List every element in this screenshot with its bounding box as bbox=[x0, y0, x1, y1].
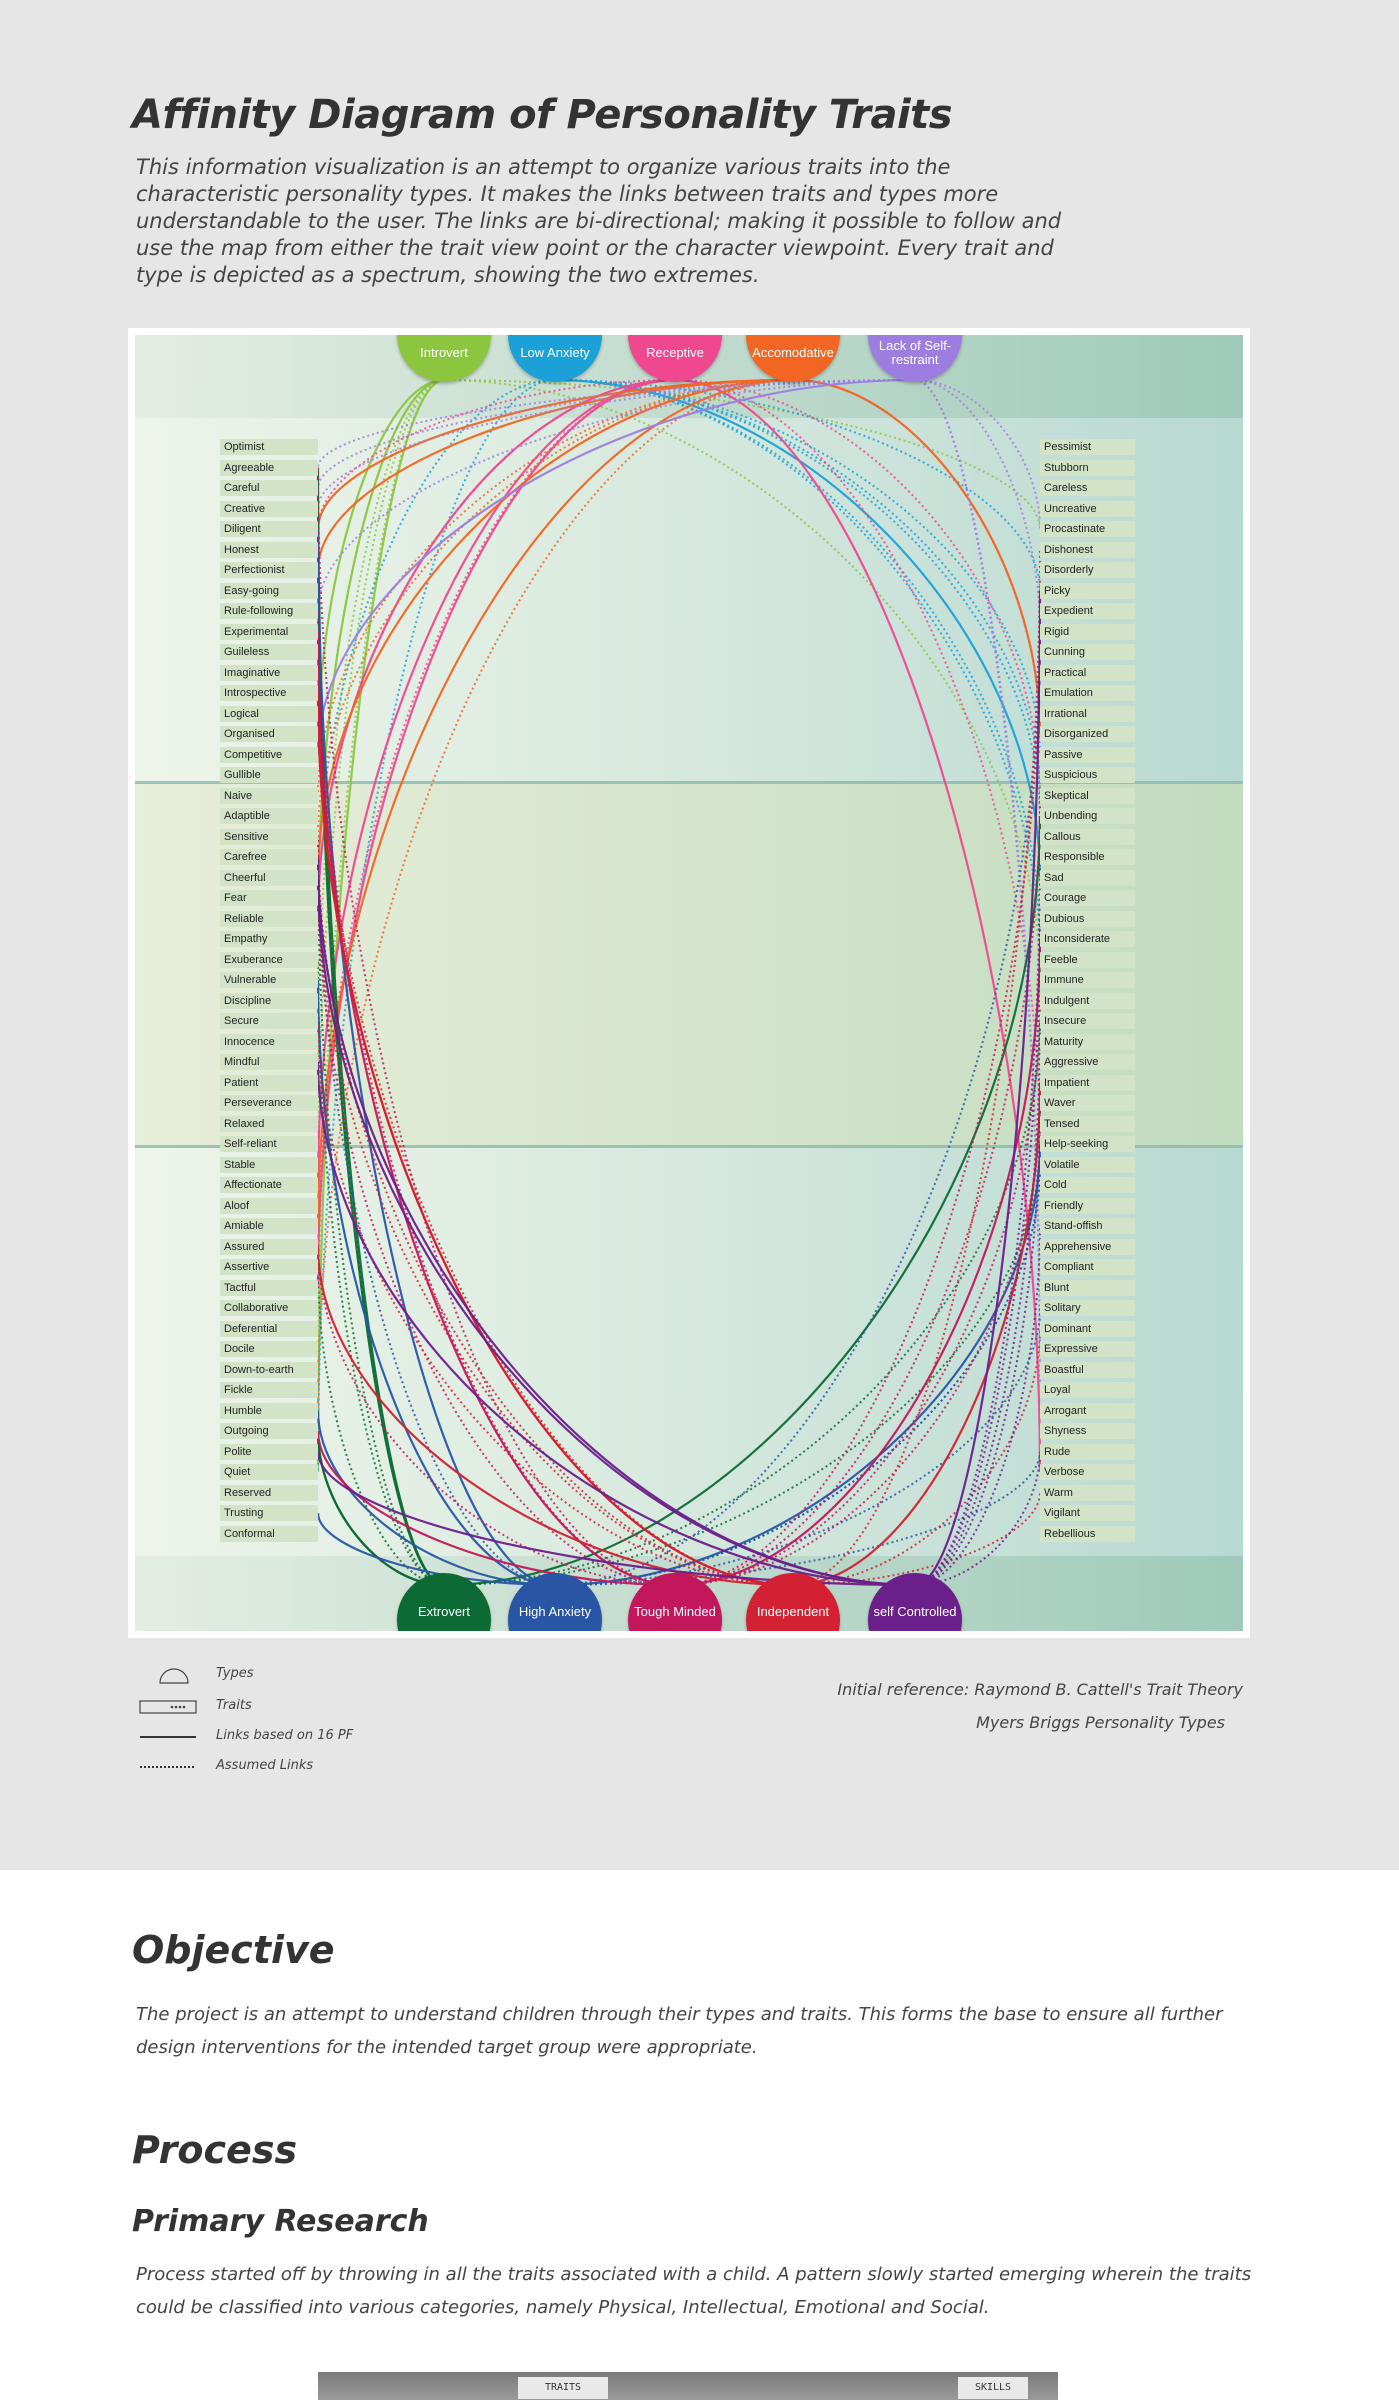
trait-shyness: Shyness bbox=[1040, 1423, 1135, 1439]
trait-vigilant: Vigilant bbox=[1040, 1505, 1135, 1521]
link-line bbox=[318, 380, 793, 570]
trait-rebellious: Rebellious bbox=[1040, 1526, 1135, 1542]
objective-text: The project is an attempt to understand children through their types and traits. This forms the base to ensure all further design interventions for the intended target group were appropriate. bbox=[136, 2004, 1223, 2058]
legend-dotted-label: Assumed Links bbox=[216, 1758, 314, 1773]
trait-passive: Passive bbox=[1040, 747, 1135, 763]
trait-deferential: Deferential bbox=[220, 1321, 318, 1337]
trait-adaptible: Adaptible bbox=[220, 808, 318, 824]
link-line bbox=[318, 529, 555, 1585]
legend-dotted bbox=[136, 1756, 436, 1776]
type-label: Extrovert bbox=[417, 1604, 470, 1619]
trait-discipline: Discipline bbox=[220, 993, 318, 1009]
link-line bbox=[915, 380, 1040, 632]
trait-uncreative: Uncreative bbox=[1040, 501, 1135, 517]
trait-insecure: Insecure bbox=[1040, 1013, 1135, 1029]
trait-blunt: Blunt bbox=[1040, 1280, 1135, 1296]
link-line bbox=[555, 1144, 1040, 1585]
trait-agreeable: Agreeable bbox=[220, 460, 318, 476]
affinity-diagram bbox=[128, 328, 1250, 1638]
trait-pessimist: Pessimist bbox=[1040, 439, 1135, 455]
link-line bbox=[555, 380, 1040, 939]
link-line bbox=[675, 380, 1040, 1472]
trait-reliable: Reliable bbox=[220, 911, 318, 927]
type-label: Introvert bbox=[420, 345, 468, 360]
legend-solid bbox=[136, 1726, 436, 1746]
link-line bbox=[318, 878, 915, 1586]
trait-assertive: Assertive bbox=[220, 1259, 318, 1275]
link-line bbox=[318, 1431, 444, 1585]
trait-innocence: Innocence bbox=[220, 1034, 318, 1050]
type-label: self Controlled bbox=[873, 1604, 957, 1619]
trait-patient: Patient bbox=[220, 1075, 318, 1091]
trait-compliant: Compliant bbox=[1040, 1259, 1135, 1275]
trait-solitary: Solitary bbox=[1040, 1300, 1135, 1316]
link-line bbox=[318, 632, 675, 1586]
process-heading: Process bbox=[132, 2128, 298, 2172]
trait-maturity: Maturity bbox=[1040, 1034, 1135, 1050]
trait-polite: Polite bbox=[220, 1444, 318, 1460]
trait-dominant: Dominant bbox=[1040, 1321, 1135, 1337]
link-line bbox=[444, 1144, 1040, 1585]
reference-myers-briggs: Myers Briggs Personality Types bbox=[976, 1713, 1225, 1732]
trait-rigid: Rigid bbox=[1040, 624, 1135, 640]
link-line bbox=[444, 816, 1040, 1585]
trait-emulation: Emulation bbox=[1040, 685, 1135, 701]
trait-stubborn: Stubborn bbox=[1040, 460, 1135, 476]
trait-feeble: Feeble bbox=[1040, 952, 1135, 968]
trait-verbose: Verbose bbox=[1040, 1464, 1135, 1480]
legend-solid-label: Links based on 16 PF bbox=[216, 1728, 354, 1743]
type-label: Lack of Self-restraint bbox=[878, 338, 952, 367]
trait-amiable: Amiable bbox=[220, 1218, 318, 1234]
trait-careless: Careless bbox=[1040, 480, 1135, 496]
legend-types bbox=[136, 1664, 436, 1684]
trait-rude: Rude bbox=[1040, 1444, 1135, 1460]
research-photo bbox=[318, 2372, 1058, 2400]
photo-card-skills: SKILLS bbox=[958, 2377, 1028, 2399]
trait-callous: Callous bbox=[1040, 829, 1135, 845]
trait-diligent: Diligent bbox=[220, 521, 318, 537]
trait-careful: Careful bbox=[220, 480, 318, 496]
trait-help-seeking: Help-seeking bbox=[1040, 1136, 1135, 1152]
link-line bbox=[555, 380, 1040, 591]
trait-down-to-earth: Down-to-earth bbox=[220, 1362, 318, 1378]
trait-easy-going: Easy-going bbox=[220, 583, 318, 599]
trait-optimist: Optimist bbox=[220, 439, 318, 455]
link-line bbox=[318, 878, 675, 1586]
trait-perseverance: Perseverance bbox=[220, 1095, 318, 1111]
link-line bbox=[675, 796, 1040, 1586]
link-line bbox=[675, 380, 1040, 1144]
trait-friendly: Friendly bbox=[1040, 1198, 1135, 1214]
trait-self-reliant: Self-reliant bbox=[220, 1136, 318, 1152]
trait-unbending: Unbending bbox=[1040, 808, 1135, 824]
trait-warm: Warm bbox=[1040, 1485, 1135, 1501]
trait-docile: Docile bbox=[220, 1341, 318, 1357]
trait-rule-following: Rule-following bbox=[220, 603, 318, 619]
trait-outgoing: Outgoing bbox=[220, 1423, 318, 1439]
trait-aloof: Aloof bbox=[220, 1198, 318, 1214]
trait-fear: Fear bbox=[220, 890, 318, 906]
trait-courage: Courage bbox=[1040, 890, 1135, 906]
legend-traits-label: Traits bbox=[216, 1698, 252, 1713]
trait-assured: Assured bbox=[220, 1239, 318, 1255]
trait-cheerful: Cheerful bbox=[220, 870, 318, 886]
diagram-canvas bbox=[135, 335, 1243, 1631]
trait-dishonest: Dishonest bbox=[1040, 542, 1135, 558]
trait-honest: Honest bbox=[220, 542, 318, 558]
trait-trusting: Trusting bbox=[220, 1505, 318, 1521]
trait-stable: Stable bbox=[220, 1157, 318, 1173]
process-text: Process started off by throwing in all the traits associated with a child. A pattern slowly started emerging wherein the traits could be classified into various categories, namely Physical, Intellectual, Emotional and Social. bbox=[136, 2264, 1252, 2318]
trait-guileless: Guileless bbox=[220, 644, 318, 660]
link-line bbox=[318, 380, 793, 878]
trait-indulgent: Indulgent bbox=[1040, 993, 1135, 1009]
trait-introspective: Introspective bbox=[220, 685, 318, 701]
photo-card-traits: TRAITS bbox=[518, 2377, 608, 2399]
trait-disorganized: Disorganized bbox=[1040, 726, 1135, 742]
half-circle-icon bbox=[138, 1666, 198, 1684]
references bbox=[837, 1673, 1243, 1739]
link-line bbox=[318, 380, 793, 1411]
trait-perfectionist: Perfectionist bbox=[220, 562, 318, 578]
reference-cattell: Initial reference: Raymond B. Cattell's Trait Theory bbox=[837, 1680, 1243, 1699]
trait-tensed: Tensed bbox=[1040, 1116, 1135, 1132]
type-label: Receptive bbox=[646, 345, 704, 360]
legend bbox=[136, 1664, 436, 1784]
trait-collaborative: Collaborative bbox=[220, 1300, 318, 1316]
trait-arrogant: Arrogant bbox=[1040, 1403, 1135, 1419]
trait-gullible: Gullible bbox=[220, 767, 318, 783]
trait-vulnerable: Vulnerable bbox=[220, 972, 318, 988]
trait-secure: Secure bbox=[220, 1013, 318, 1029]
trait-expressive: Expressive bbox=[1040, 1341, 1135, 1357]
trait-sad: Sad bbox=[1040, 870, 1135, 886]
link-line bbox=[318, 1247, 793, 1586]
trait-exuberance: Exuberance bbox=[220, 952, 318, 968]
trait-mindful: Mindful bbox=[220, 1054, 318, 1070]
trait-empathy: Empathy bbox=[220, 931, 318, 947]
trait-disorderly: Disorderly bbox=[1040, 562, 1135, 578]
trait-apprehensive: Apprehensive bbox=[1040, 1239, 1135, 1255]
trait-dubious: Dubious bbox=[1040, 911, 1135, 927]
trait-cold: Cold bbox=[1040, 1177, 1135, 1193]
link-line bbox=[793, 380, 1040, 734]
link-line bbox=[318, 529, 444, 1585]
intro-text: This information visualization is an attempt to organize various traits into the characteristic personality types. It makes the links between traits and types more understandable to the user. The links are bi-directional; making it possible to follow and use the map from either the trait view point or the character viewpoint. Every trait and type is depicted as a spectrum, showing the two extremes. bbox=[136, 155, 1062, 287]
trait-fickle: Fickle bbox=[220, 1382, 318, 1398]
trait-humble: Humble bbox=[220, 1403, 318, 1419]
trait-creative: Creative bbox=[220, 501, 318, 517]
link-line bbox=[318, 380, 675, 1267]
trait-experimental: Experimental bbox=[220, 624, 318, 640]
trait-waver: Waver bbox=[1040, 1095, 1135, 1111]
link-line bbox=[318, 380, 793, 837]
trait-inconsiderate: Inconsiderate bbox=[1040, 931, 1135, 947]
trait-box-icon bbox=[138, 1698, 198, 1716]
trait-responsible: Responsible bbox=[1040, 849, 1135, 865]
trait-organised: Organised bbox=[220, 726, 318, 742]
trait-sensitive: Sensitive bbox=[220, 829, 318, 845]
trait-skeptical: Skeptical bbox=[1040, 788, 1135, 804]
link-line bbox=[318, 1411, 555, 1586]
trait-carefree: Carefree bbox=[220, 849, 318, 865]
trait-imaginative: Imaginative bbox=[220, 665, 318, 681]
trait-quiet: Quiet bbox=[220, 1464, 318, 1480]
trait-irrational: Irrational bbox=[1040, 706, 1135, 722]
trait-loyal: Loyal bbox=[1040, 1382, 1135, 1398]
link-line bbox=[675, 1001, 1040, 1586]
trait-boastful: Boastful bbox=[1040, 1362, 1135, 1378]
link-line bbox=[318, 468, 675, 1586]
page-title: Affinity Diagram of Personality Traits bbox=[132, 92, 953, 138]
trait-logical: Logical bbox=[220, 706, 318, 722]
type-label: High Anxiety bbox=[518, 1604, 592, 1619]
link-line bbox=[555, 380, 1040, 878]
trait-reserved: Reserved bbox=[220, 1485, 318, 1501]
type-label: Low Anxiety bbox=[520, 345, 590, 360]
type-label: Tough Minded bbox=[634, 1604, 716, 1619]
type-label: Independent bbox=[756, 1604, 830, 1619]
trait-cunning: Cunning bbox=[1040, 644, 1135, 660]
legend-types-label: Types bbox=[216, 1666, 254, 1681]
dotted-line-icon bbox=[138, 1758, 198, 1776]
link-line bbox=[555, 380, 1040, 960]
link-line bbox=[915, 1226, 1040, 1585]
trait-aggressive: Aggressive bbox=[1040, 1054, 1135, 1070]
trait-affectionate: Affectionate bbox=[220, 1177, 318, 1193]
trait-immune: Immune bbox=[1040, 972, 1135, 988]
type-label: Accomodative bbox=[752, 345, 834, 360]
link-line bbox=[793, 1329, 1040, 1586]
link-line bbox=[444, 1021, 1040, 1585]
trait-relaxed: Relaxed bbox=[220, 1116, 318, 1132]
link-line bbox=[915, 1452, 1040, 1586]
trait-practical: Practical bbox=[1040, 665, 1135, 681]
link-line bbox=[793, 380, 1040, 734]
trait-suspicious: Suspicious bbox=[1040, 767, 1135, 783]
legend-traits bbox=[136, 1696, 436, 1716]
link-line bbox=[915, 591, 1040, 1586]
trait-picky: Picky bbox=[1040, 583, 1135, 599]
trait-volatile: Volatile bbox=[1040, 1157, 1135, 1173]
trait-expedient: Expedient bbox=[1040, 603, 1135, 619]
link-line bbox=[318, 837, 793, 1586]
trait-impatient: Impatient bbox=[1040, 1075, 1135, 1091]
trait-naive: Naive bbox=[220, 788, 318, 804]
trait-tactful: Tactful bbox=[220, 1280, 318, 1296]
solid-line-icon bbox=[138, 1728, 198, 1746]
link-line bbox=[555, 380, 1040, 796]
objective-heading: Objective bbox=[132, 1928, 335, 1972]
primary-research-heading: Primary Research bbox=[132, 2204, 429, 2239]
trait-stand-offish: Stand-offish bbox=[1040, 1218, 1135, 1234]
trait-procastinate: Procastinate bbox=[1040, 521, 1135, 537]
trait-conformal: Conformal bbox=[220, 1526, 318, 1542]
trait-competitive: Competitive bbox=[220, 747, 318, 763]
